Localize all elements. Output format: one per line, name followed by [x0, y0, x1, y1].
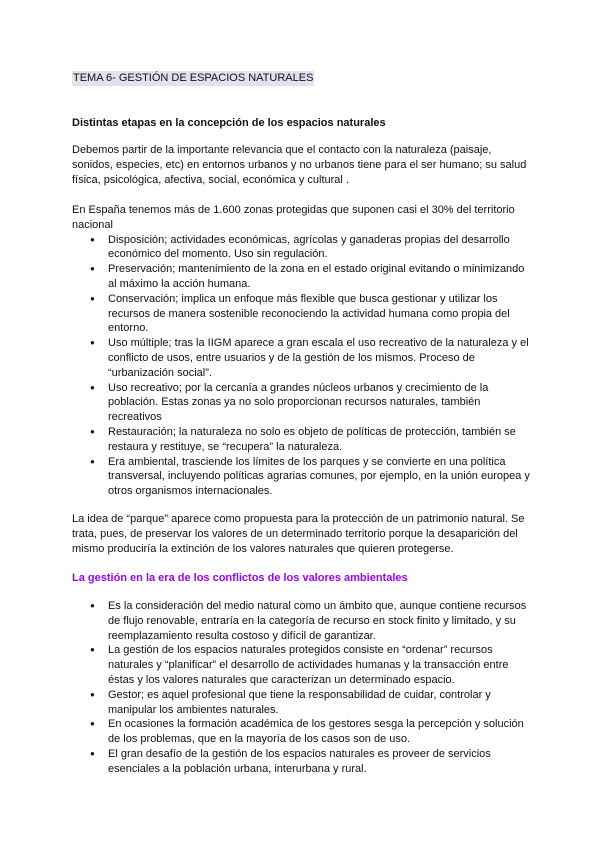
list-item: ● Restauración; la naturaleza no solo es objeto de políticas de protección, también se restaura y restituye, se “recupera” la naturaleza. — [72, 425, 534, 455]
management-list — [72, 599, 534, 777]
list-item: ● El gran desafío de la gestión de los espacios naturales es proveer de servicios esenciales a la población urbana, interurbana y rural. — [72, 747, 534, 777]
list-item: ● Era ambiental, trasciende los límites de los parques y se convierte en una política transversal, incluyendo políticas agrarias comunes, por ejemplo, en la unión europea y otros organismos internacionales. — [72, 455, 534, 499]
document-title: TEMA 6- GESTIÓN DE ESPACIOS NATURALES — [73, 72, 314, 84]
list-item: ● Conservación; implica un enfoque más flexible que busca gestionar y utilizar los recursos de manera sostenible reconociendo la actividad humana como propia del entorno. — [72, 292, 534, 336]
list-item: ● Es la consideración del medio natural como un ámbito que, aunque contiene recursos de flujo renovable, entraría en la categoría de recurso en stock finito y limitado, y su reemplazamiento resulta costoso y difícil de garantizar. — [72, 599, 534, 643]
stages-list — [72, 233, 534, 499]
spain-paragraph: En España tenemos más de 1.600 zonas protegidas que suponen casi el 30% del territorio nacional — [72, 204, 515, 231]
management-section — [72, 599, 534, 777]
section1-heading: Distintas etapas en la concepción de los espacios naturales — [72, 117, 386, 129]
spain-section — [72, 203, 534, 499]
list-item: ● Uso múltiple; tras la IIGM aparece a gran escala el uso recreativo de la naturaleza y el conflicto de usos, entre usuarios y de la gestión de los mismos. Proceso de “urbanización social”. — [72, 336, 534, 380]
intro-paragraph: Debemos partir de la importante relevancia que el contacto con la naturaleza (paisaje, sonidos, especies, etc) en entornos urbanos y no urbanos tiene para el ser humano; su salud física, psicológica, afectiva, social, económica y cultural . — [72, 144, 527, 186]
list-item: ● Disposición; actividades económicas, agrícolas y ganaderas propias del desarrollo económico del momento. Uso sin regulación. — [72, 233, 534, 263]
list-item: ● En ocasiones la formación académica de los gestores sesga la percepción y solución de los problemas, que en la mayoría de los casos son de uso. — [72, 717, 534, 747]
list-item: ● La gestión de los espacios naturales protegidos consiste en “ordenar” recursos naturales y “planificar” el desarrollo de actividades humanas y la transacción entre éstas y los valores naturales que caracterizan un determinado espacio. — [72, 643, 534, 687]
section2-heading: La gestión en la era de los conflictos de los valores ambientales — [72, 572, 408, 584]
list-item: ● Preservación; mantenimiento de la zona en el estado original evitando o minimizando al máximo la acción humana. — [72, 262, 534, 292]
park-paragraph: La idea de “parque” aparece como propuesta para la protección de un patrimonio natural. Se trata, pues, de preservar los valores de un determinado territorio porque la desaparición del mismo produciría la extinción de los valores naturales que quieren protegerse. — [72, 513, 525, 555]
list-item: ● Uso recreativo; por la cercanía a grandes núcleos urbanos y crecimiento de la población. Estas zonas ya no solo proporcionan recursos naturales, también recreativos — [72, 381, 534, 425]
list-item: ● Gestor; es aquel profesional que tiene la responsabilidad de cuidar, controlar y manipular los ambientes naturales. — [72, 688, 534, 718]
document-title-block — [72, 71, 534, 86]
